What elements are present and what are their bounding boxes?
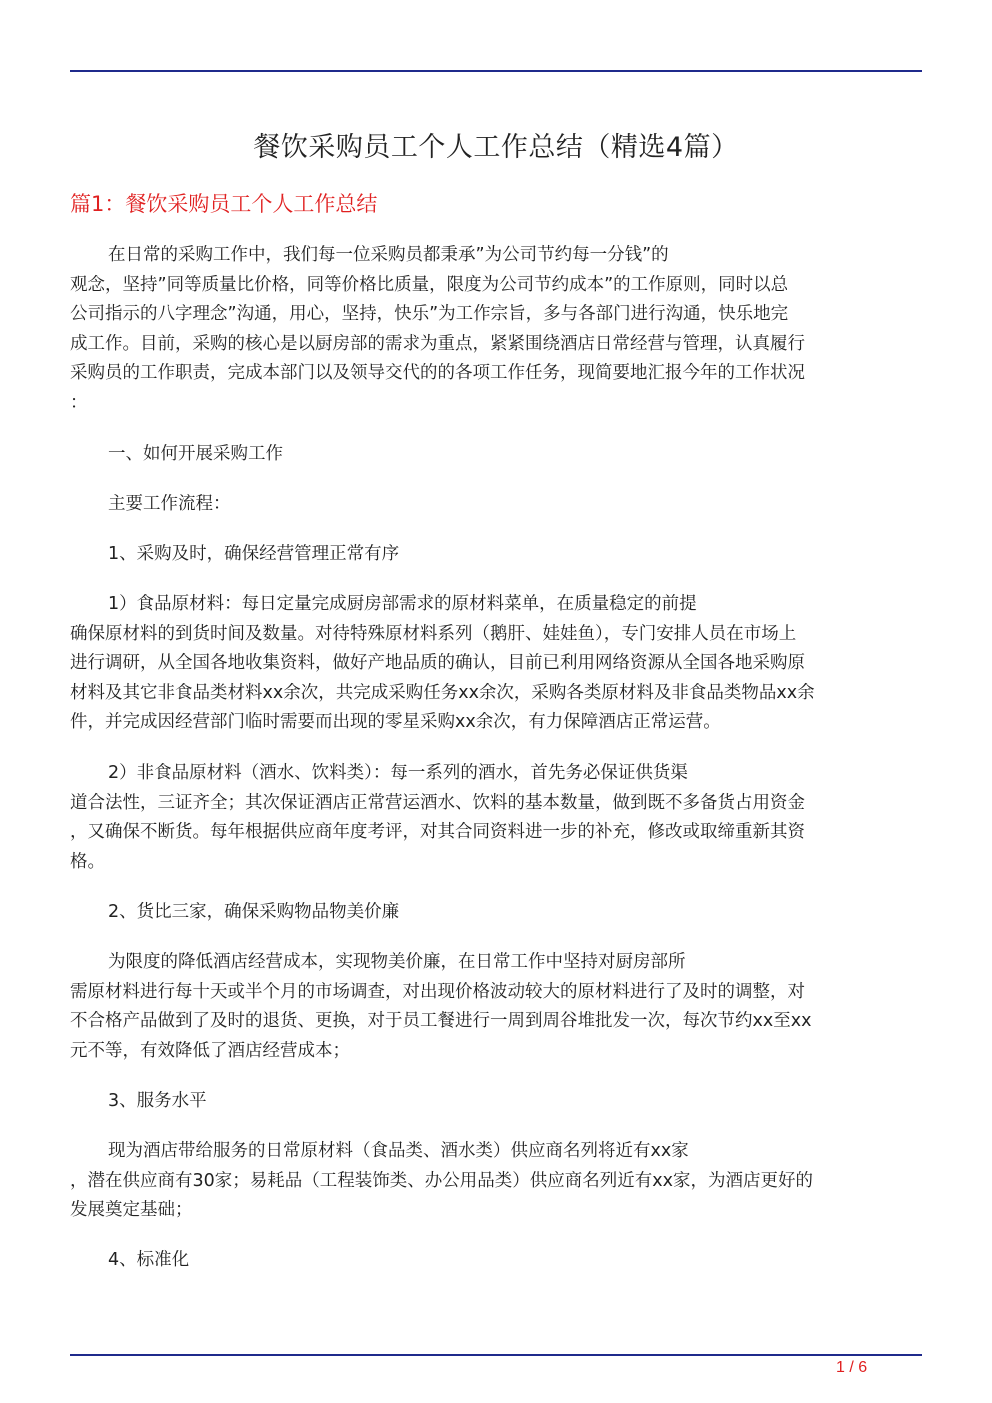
paragraph-line: 进行调研，从全国各地收集资料，做好产地品质的确认，目前已利用网络资源从全国各地采购原 [70, 653, 805, 674]
subheading-compare-three [70, 898, 912, 928]
header-rule [70, 70, 922, 72]
paragraph-line: 2、货比三家，确保采购物品物美价廉 [108, 902, 400, 922]
paragraph-line: 采购员的工作职责，完成本部门以及领导交代的的各项工作任务，现简要地汇报今年的工作状况 [70, 363, 805, 384]
paragraph-line: 在日常的采购工作中，我们每一位采购员都秉承”为公司节约每一分钱”的 [108, 245, 669, 265]
paragraph-line: 现为酒店带给服务的日常原材料（食品类、酒水类）供应商名列将近有xx家 [108, 1141, 689, 1161]
paragraph-line: 不合格产品做到了及时的退货、更换，对于员工餐进行一周到周谷堆批发一次，每次节约xx至xx [70, 1011, 812, 1032]
paragraph-food-materials [70, 590, 912, 738]
paragraph-line: 件，并完成因经营部门临时需要而出现的零星采购xx余次，有力保障酒店正常运营。 [70, 712, 721, 733]
paragraph-line: 确保原材料的到货时间及数量。对待特殊原材料系列（鹅肝、娃娃鱼），专门安排人员在市场上 [70, 623, 797, 644]
paragraph-line: 一、如何开展采购工作 [108, 444, 283, 464]
subheading-how-to-purchase [70, 440, 912, 470]
subheading-service-level [70, 1087, 912, 1117]
paragraph-line: 道合法性，三证齐全；其次保证酒店正常营运酒水、饮料的基本数量，做到既不多备货占用资金 [70, 792, 805, 813]
paragraph-line: ，潜在供应商有30家；易耗品（工程装饰类、办公用品类）供应商名列近有xx家，为酒店更好的 [70, 1170, 813, 1191]
paragraph-line: 为限度的降低酒店经营成本，实现物美价廉，在日常工作中坚持对厨房部所 [108, 952, 686, 972]
paragraph-line: 3、服务水平 [108, 1091, 207, 1111]
footer-rule [70, 1354, 922, 1356]
paragraph-line: 成工作。目前，采购的核心是以厨房部的需求为重点，紧紧围绕酒店日常经营与管理，认真履行 [70, 333, 805, 354]
paragraph-line: 元不等，有效降低了酒店经营成本； [70, 1040, 350, 1061]
document-title: 餐饮采购员工个人工作总结（精选4篇） [253, 132, 739, 163]
paragraph-line: 4、标准化 [108, 1250, 190, 1270]
paragraph-line: 材料及其它非食品类材料xx余次，共完成采购任务xx余次，采购各类原材料及非食品类物品xx余 [70, 682, 815, 703]
paragraph-line: 格。 [70, 851, 105, 872]
paragraph-suppliers [70, 1137, 912, 1226]
paragraph-line: ，又确保不断货。每年根据供应商年度考评，对其合同资料进一步的补充，修改或取缔重新其资 [70, 822, 805, 843]
paragraph-line: 2）非食品原材料（酒水、饮料类）：每一系列的酒水，首先务必保证供货渠 [108, 763, 688, 783]
paragraph-line: 1）食品原材料：每日定量完成厨房部需求的原材料菜单，在质量稳定的前提 [108, 594, 697, 614]
paragraph-line: ： [70, 392, 88, 413]
page-number: 1 / 6 [836, 1359, 868, 1376]
paragraph-line: 公司指示的八字理念”沟通，用心，坚持，快乐”为工作宗旨，多与各部门进行沟通，快乐地完 [70, 304, 789, 325]
subheading-timely-purchase [70, 540, 912, 570]
paragraph-intro [70, 241, 912, 419]
paragraph-line: 主要工作流程： [108, 494, 231, 514]
paragraph-non-food-materials [70, 759, 912, 877]
paragraph-line: 发展奠定基础； [70, 1200, 193, 1221]
paragraph-cost-reduction [70, 948, 912, 1066]
subheading-main-workflow [70, 490, 912, 520]
paragraph-line: 需原材料进行每十天或半个月的市场调查，对出现价格波动较大的原材料进行了及时的调整，对 [70, 981, 805, 1002]
subheading-standardization [70, 1246, 912, 1276]
paragraph-line: 观念，坚持”同等质量比价格，同等价格比质量，限度为公司节约成本”的工作原则，同时以总 [70, 274, 789, 295]
paragraph-line: 1、采购及时，确保经营管理正常有序 [108, 544, 400, 564]
section-heading: 篇1：餐饮采购员工个人工作总结 [70, 192, 378, 216]
